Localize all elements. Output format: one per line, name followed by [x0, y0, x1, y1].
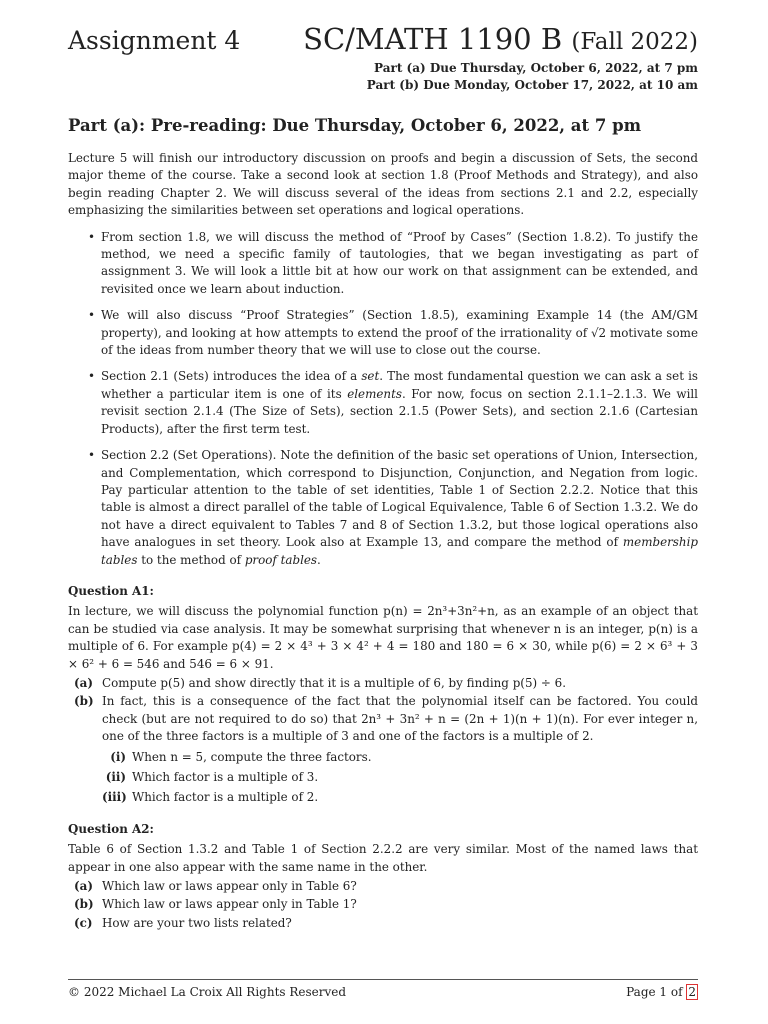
footer-rule — [68, 979, 698, 980]
header — [68, 22, 698, 94]
question-a1-heading: Question A1: — [68, 583, 154, 598]
question-a2-part-c: (c) How are your two lists related? — [74, 915, 292, 930]
bullet-proof-by-cases: • From section 1.8, we will discuss the method of “Proof by Cases” (Section 1.8.2). To justify the method, we need a specific family of tautologies, that we began investigating as part of assignment 3. We will look a little bit at how our work on that assignment can be extended, and revisited once we learn about induction. — [68, 229, 698, 299]
subpart-i: (i) When n = 5, compute the three factors. — [110, 749, 372, 764]
reading-list — [68, 229, 698, 569]
question-a2-heading: Question A2: — [68, 821, 154, 836]
bullet-set-operations: • Section 2.2 (Set Operations). Note the definition of the basic set operations of Union, Intersection, and Complementation, which correspond to Disjunction, Conjunction, and Negation from logic. Pay particular attention to the table of set identities, Table 1 of Section 2.2.2. Notice that this table is almost a direct parallel of the table of Logical Equivalence, Table 6 of Section 1.3.2. We do not have a direct equivalent to Tables 7 and 8 of Section 1.3.2, but those logical operations also have analogues in set theory. Look also at Example 13, and compare the method of membership tables to the method of proof tables. — [68, 447, 698, 569]
assignment-title: Assignment 4 — [68, 26, 241, 55]
bullet-proof-strategies: • We will also discuss “Proof Strategies” (Section 1.8.5), examining Example 14 (the AM/GM property), and looking at how attempts to extend the proof of the irrationality of √2 motivate some of the ideas from number theory that we will use to close out the course. — [68, 307, 698, 359]
question-a2-parts — [68, 878, 698, 932]
document-body — [68, 150, 698, 933]
question-a1-subparts — [102, 749, 698, 807]
question-a1-parts — [68, 675, 698, 807]
sqrt-two: √2 — [590, 325, 607, 340]
section-title: Part (a): Pre-reading: Due Thursday, October 6, 2022, at 7 pm — [68, 116, 642, 135]
course-term: (Fall 2022) — [571, 29, 698, 55]
question-a1-part-b: (b) In fact, this is a consequence of the fact that the polynomial itself can be factored. You could check (but are not required to do so) that 2n³ + 3n² + n = (2n + 1)(n + 1)(n). For ever integer n, one of the three factors is a multiple of 3 and one of the factors is a multiple of 2. (i) When n = 5, compute the three factors. (ii) Which factor is a multiple of 3. (iii) Which factor is a multiple of 2. — [68, 693, 698, 806]
question-a1-part-a: (a) Compute p(5) and show directly that it is a multiple of 6, by finding p(5) ÷ 6. — [74, 675, 567, 690]
course-title — [303, 22, 698, 56]
bullet-sets: • Section 2.1 (Sets) introduces the idea of a set. The most fundamental question we can ask a set is whether a particular item is one of its elements. For now, focus on section 2.1.1–2.1.3. We will revisit section 2.1.4 (The Size of Sets), section 2.1.5 (Power Sets), and section 2.1.6 (Cartesian Products), after the first term test. — [68, 368, 698, 438]
copyright-text: © 2022 Michael La Croix All Rights Reserved — [68, 985, 347, 999]
question-a2-part-a: (a) Which law or laws appear only in Table 6? — [74, 879, 357, 894]
footer — [68, 985, 698, 999]
due-part-a: Part (a) Due Thursday, October 6, 2022, at 7 pm — [374, 61, 698, 75]
subpart-iii: (iii) Which factor is a multiple of 2. — [102, 790, 319, 805]
question-a2-text: Table 6 of Section 1.3.2 and Table 1 of Section 2.2.2 are very similar. Most of the named laws that appear in one also appear with the same name in the other. — [68, 842, 698, 874]
due-dates — [68, 60, 698, 94]
question-a1-text: In lecture, we will discuss the polynomial function p(n) = 2n³+3n²+n, as an example of an object that can be studied via case analysis. It may be somewhat surprising that whenever n is an integer, p(n) is a multiple of 6. For example p(4) = 2 × 4³ + 3 × 4² + 4 = 180 and 180 = 6 × 30, while p(6) = 2 × 6³ + 3 × 6² + 6 = 546 and 546 = 6 × 91. — [68, 604, 698, 671]
question-a2-part-b: (b) Which law or laws appear only in Table 1? — [74, 897, 357, 912]
course-code: SC/MATH 1190 B — [303, 22, 563, 56]
due-part-b: Part (b) Due Monday, October 17, 2022, at 10 am — [366, 78, 698, 92]
last-page-link[interactable]: 2 — [688, 985, 696, 999]
page-number: Page 1 of 2 — [626, 985, 696, 999]
intro-paragraph: Lecture 5 will finish our introductory discussion on proofs and begin a discussion of Sets, the second major theme of the course. Take a second look at section 1.8 (Proof Methods and Strategy), and also begin reading Chapter 2. We will discuss several of the ideas from sections 2.1 and 2.2, especially emphasizing the similarities between set operations and logical operations. — [68, 151, 698, 218]
subpart-ii: (ii) Which factor is a multiple of 3. — [105, 770, 319, 784]
